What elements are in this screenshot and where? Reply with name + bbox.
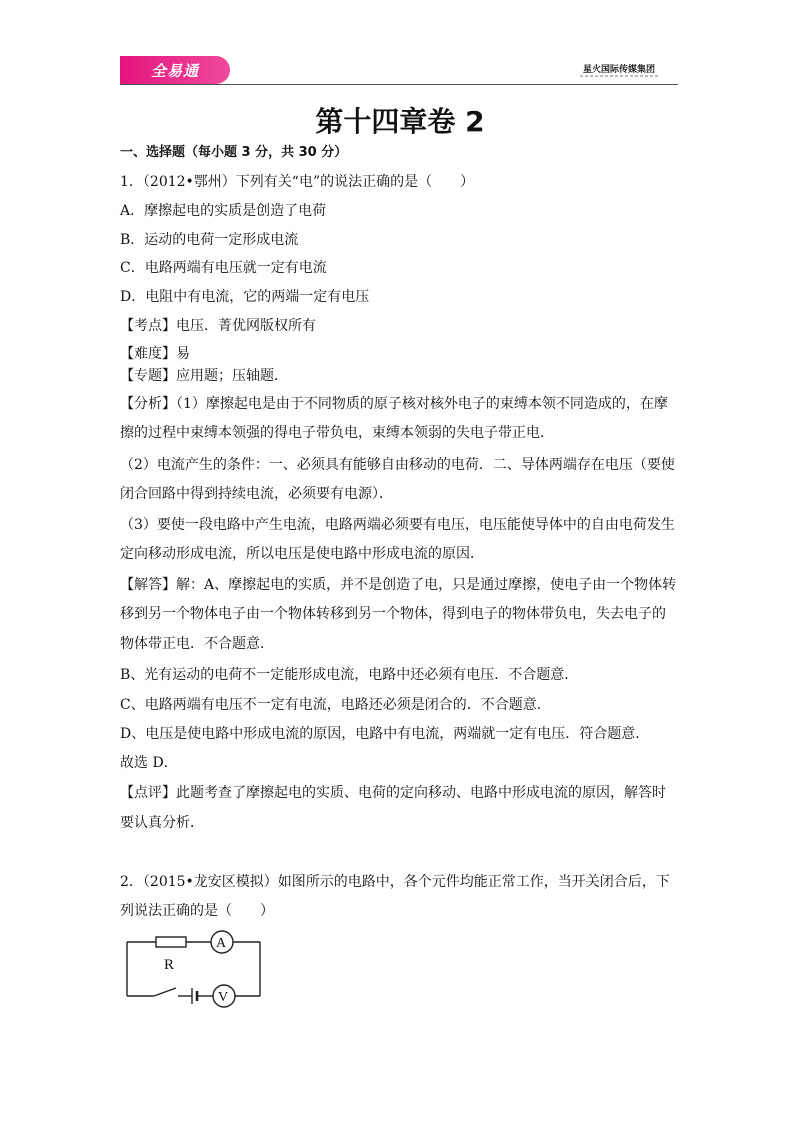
q1-dianping-1: 【点评】此题考查了摩擦起电的实质、电荷的定向移动、电路中形成电流的原因，解答时 <box>120 785 666 801</box>
q1-jieda-5: C、电路两端有电压不一定有电流，电路还必须是闭合的．不合题意． <box>120 697 551 713</box>
q1-kaodian: 【考点】电压．菁优网版权所有 <box>120 318 316 334</box>
resistor-symbol <box>156 937 186 947</box>
switch-symbol <box>154 988 176 996</box>
q1-fenxi-3: （2）电流产生的条件：一、必须具有能够自由移动的电荷．二、导体两端存在电压（要使 <box>120 457 675 473</box>
q1-fenxi-5: （3）要使一段电路中产生电流，电路两端必须要有电压，电压能使导体中的自由电荷发生 <box>120 517 675 533</box>
q1-jieda-7: 故选 D． <box>120 755 178 771</box>
circuit-diagram <box>124 930 269 1015</box>
q1-dianping-2: 要认真分析． <box>120 815 204 831</box>
q1-jieda-4: B、光有运动的电荷不一定能形成电流，电路中还必须有电压．不合题意． <box>120 667 579 683</box>
q1-fenxi-4: 闭合回路中得到持续电流，必须要有电源）． <box>120 486 393 502</box>
q1-option-a: A．摩擦起电的实质是创造了电荷 <box>120 203 327 219</box>
q1-nandu: 【难度】易 <box>120 346 190 362</box>
q1-zhuanti: 【专题】应用题；压轴题． <box>120 368 288 384</box>
company-subtitle-mark <box>580 75 660 77</box>
resistor-label: R <box>164 957 175 973</box>
voltmeter-label: V <box>218 990 229 1005</box>
q1-stem: 1．（2012•鄂州）下列有关“电”的说法正确的是（ ） <box>120 174 475 190</box>
company-name: 星火国际传媒集团 <box>583 65 656 75</box>
q1-jieda-1: 【解答】解：A、摩擦起电的实质，并不是创造了电，只是通过摩擦，使电子由一个物体转 <box>120 577 677 593</box>
q1-fenxi-6: 定向移动形成电流，所以电压是使电路中形成电流的原因． <box>120 546 484 562</box>
section-heading: 一、选择题（每小题 3 分，共 30 分） <box>120 145 348 160</box>
logo-text: 全易通 <box>150 61 199 80</box>
logo <box>120 56 230 84</box>
q1-fenxi-2: 擦的过程中束缚本领强的得电子带负电，束缚本领弱的失电子带正电． <box>120 425 554 441</box>
header-rule <box>120 84 678 85</box>
q1-option-d: D．电阻中有电流，它的两端一定有电压 <box>120 289 370 305</box>
q1-jieda-6: D、电压是使电路中形成电流的原因，电路中有电流，两端就一定有电压．符合题意． <box>120 726 650 742</box>
q1-jieda-3: 物体带正电．不合题意． <box>120 636 274 652</box>
ammeter-label: A <box>216 936 227 951</box>
q2-stem-2: 列说法正确的是（ ） <box>120 903 274 919</box>
q1-jieda-2: 移到另一个物体电子由一个物体转移到另一个物体，得到电子的物体带负电，失去电子的 <box>120 606 666 622</box>
q2-stem-1: 2．（2015•龙安区模拟）如图所示的电路中，各个元件均能正常工作，当开关闭合后，下 <box>120 874 670 890</box>
page-title: 第十四章卷 2 <box>315 105 485 138</box>
q1-option-b: B．运动的电荷一定形成电流 <box>120 232 299 248</box>
q1-fenxi-1: 【分析】（1）摩擦起电是由于不同物质的原子核对核外电子的束缚本领不同造成的，在摩 <box>120 396 668 412</box>
q1-option-c: C．电路两端有电压就一定有电流 <box>120 260 327 276</box>
